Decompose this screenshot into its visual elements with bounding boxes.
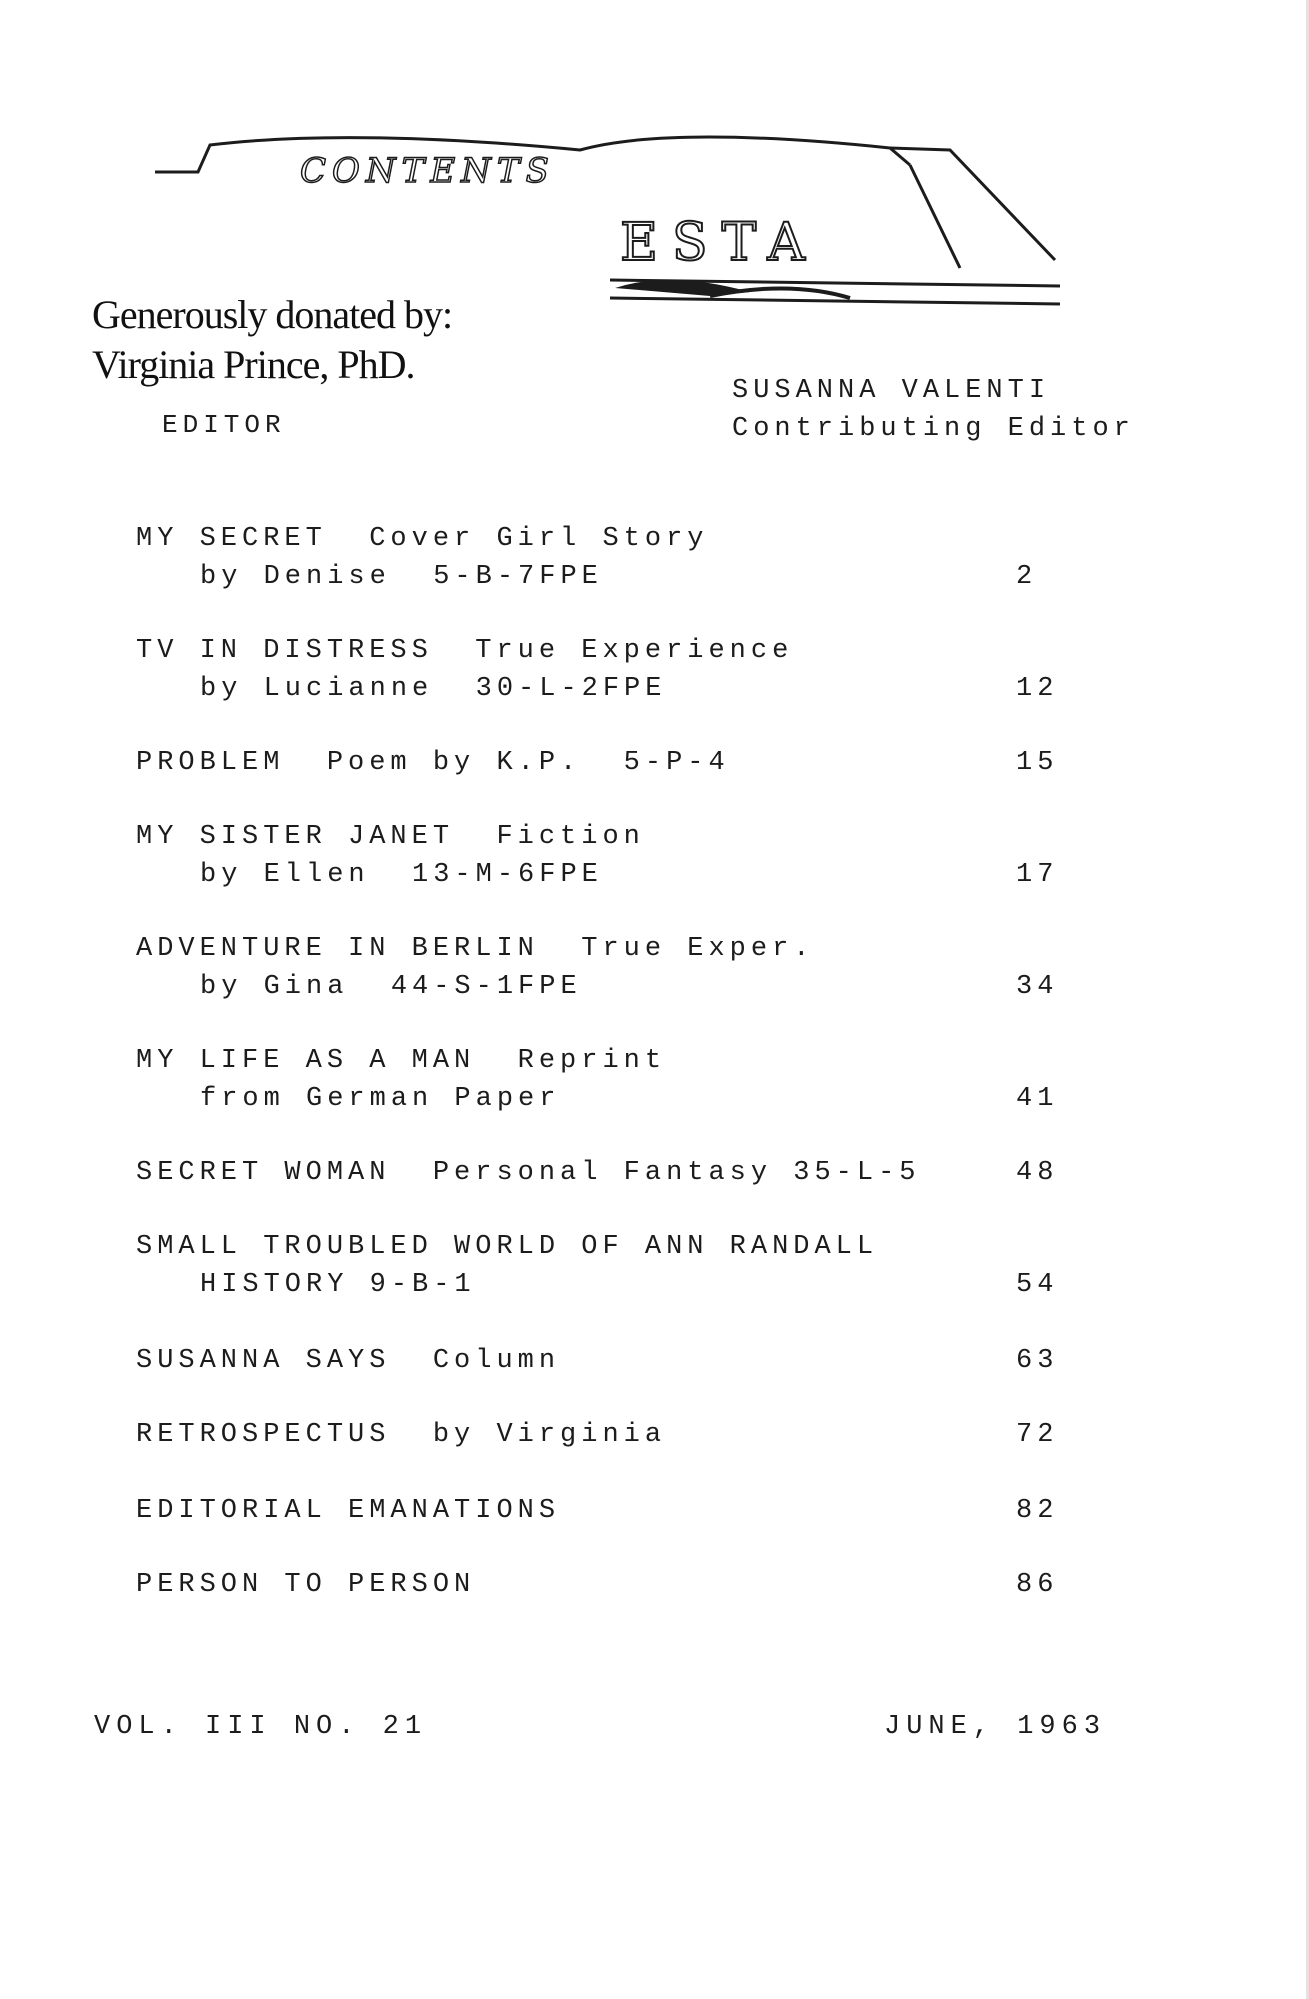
contributing-editor-role: Contributing Editor — [732, 414, 1135, 444]
toc-entry-title: MY SECRET Cover Girl Story — [136, 524, 709, 554]
toc-entry-title: RETROSPECTUS by Virginia — [136, 1420, 667, 1450]
toc-entry — [136, 1154, 1076, 1192]
toc-entry — [136, 632, 1076, 708]
toc-entry-page: 54 — [1016, 1270, 1059, 1300]
toc-entry — [136, 1416, 1076, 1454]
toc-entry-page: 86 — [1016, 1570, 1059, 1600]
toc-entry — [136, 818, 1076, 894]
volume-number: VOL. III NO. 21 — [94, 1712, 428, 1742]
toc-entry-subtitle: from German Paper — [200, 1084, 561, 1114]
toc-entry-page: 72 — [1016, 1420, 1059, 1450]
toc-entry — [136, 1342, 1076, 1380]
toc-entry-page: 15 — [1016, 748, 1059, 778]
toc-entry-page: 41 — [1016, 1084, 1059, 1114]
toc-entry-title: SUSANNA SAYS Column — [136, 1346, 561, 1376]
toc-entry-title: EDITORIAL EMANATIONS — [136, 1496, 561, 1526]
toc-entry — [136, 1566, 1076, 1604]
toc-entry-page: 34 — [1016, 972, 1059, 1002]
donation-credit — [92, 290, 452, 390]
toc-entry — [136, 930, 1076, 1006]
toc-entry-page: 48 — [1016, 1158, 1059, 1188]
toc-entry-page: 63 — [1016, 1346, 1059, 1376]
toc-entry — [136, 1228, 1076, 1304]
toc-entry-subtitle: HISTORY 9-B-1 — [200, 1270, 476, 1300]
donated-by-line: Generously donated by: — [92, 292, 453, 337]
toc-entry-page: 12 — [1016, 674, 1059, 704]
toc-entry-title: ADVENTURE IN BERLIN True Exper. — [136, 934, 815, 964]
issue-date: JUNE, 1963 — [884, 1712, 1107, 1742]
toc-entry-title: MY LIFE AS A MAN Reprint — [136, 1046, 667, 1076]
toc-entry-subtitle: by Ellen 13-M-6FPE — [200, 860, 603, 890]
toc-entry-title: SECRET WOMAN Personal Fantasy 35-L-5 — [136, 1158, 921, 1188]
contributing-editor-name: SUSANNA VALENTI — [732, 376, 1051, 406]
toc-entry — [136, 744, 1076, 782]
toc-entry-page: 17 — [1016, 860, 1059, 890]
logo-text-top: CONTENTS — [300, 151, 555, 191]
logo-text-bottom: ESTA — [620, 213, 819, 273]
toc-entry-title: SMALL TROUBLED WORLD OF ANN RANDALL — [136, 1232, 879, 1262]
toc-entry-title: PROBLEM Poem by K.P. 5-P-4 — [136, 748, 730, 778]
toc-entry-title: MY SISTER JANET Fiction — [136, 822, 645, 852]
toc-entry — [136, 1042, 1076, 1118]
contributing-editor — [732, 372, 1135, 448]
toc-entry — [136, 1492, 1076, 1530]
editor-label: EDITOR — [162, 410, 286, 440]
toc-entry — [136, 520, 1076, 596]
donor-name: Virginia Prince, PhD. — [92, 342, 415, 387]
toc-entry-title: TV IN DISTRESS True Experience — [136, 636, 794, 666]
toc-entry-page: 82 — [1016, 1496, 1059, 1526]
toc-entry-page: 2 — [1016, 562, 1038, 592]
toc-entry-subtitle: by Lucianne 30-L-2FPE — [200, 674, 667, 704]
toc-entry-title: PERSON TO PERSON — [136, 1570, 476, 1600]
toc-entry-subtitle: by Gina 44-S-1FPE — [200, 972, 582, 1002]
toc-entry-subtitle: by Denise 5-B-7FPE — [200, 562, 603, 592]
